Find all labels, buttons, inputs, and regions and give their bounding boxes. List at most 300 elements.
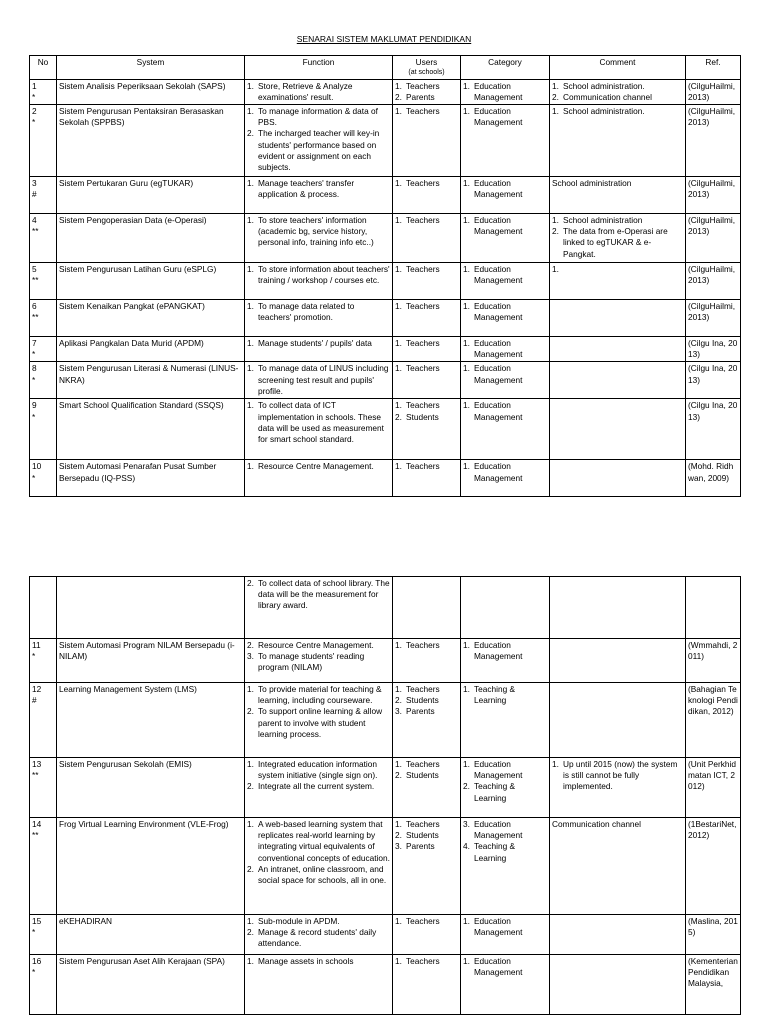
cell-comment (550, 177, 686, 214)
row-marker: ** (32, 226, 39, 237)
item-number: 1. (463, 215, 470, 225)
table-row (30, 362, 741, 399)
cell-category (461, 818, 550, 915)
cell-system: Frog Virtual Learning Environment (VLE-Frog) (57, 818, 245, 915)
cell-category (461, 577, 550, 639)
cell-comment (550, 300, 686, 337)
cell-users-list (395, 106, 458, 117)
row-marker: * (32, 374, 36, 385)
item-number: 1. (395, 363, 402, 374)
cell-comment (550, 105, 686, 177)
list-item (247, 781, 390, 792)
cell-users-list (395, 264, 458, 275)
header-users (393, 56, 461, 80)
cell-ref: (CilguHailmi, 2013) (686, 263, 741, 300)
list-item (552, 92, 683, 103)
list-item (247, 178, 390, 200)
item-text: Parents (406, 91, 435, 102)
item-text: Sub-module in APDM. (258, 916, 340, 926)
header-comment: Comment (550, 56, 686, 80)
cell-category-list (463, 819, 547, 864)
item-number: 3. (463, 819, 470, 829)
cell-function (245, 300, 393, 337)
cell-comment-list (552, 759, 683, 793)
row-marker: # (32, 189, 37, 200)
item-number: 1. (552, 80, 559, 91)
cell-users (393, 818, 461, 915)
row-number: 11 (32, 640, 41, 650)
cell-function-list (247, 215, 390, 249)
list-item (463, 81, 547, 103)
list-item (463, 819, 547, 841)
cell-ref: (1BestariNet, 2012) (686, 818, 741, 915)
row-marker: * (32, 91, 36, 102)
cell-no (30, 263, 57, 300)
list-item (463, 841, 547, 863)
list-item (247, 215, 390, 249)
cell-function-list (247, 301, 390, 323)
item-text: Education Management (474, 956, 523, 978)
list-item (463, 684, 547, 706)
cell-no (30, 818, 57, 915)
item-number: 1. (395, 106, 402, 116)
item-number: 1. (395, 684, 402, 694)
list-item (552, 81, 683, 92)
item-number: 1. (247, 759, 254, 769)
table-row (30, 177, 741, 214)
item-number: 2. (395, 411, 402, 422)
cell-no (30, 177, 57, 214)
cell-category-list (463, 363, 547, 385)
cell-users (393, 79, 461, 104)
item-number: 1. (395, 178, 402, 188)
list-item (247, 956, 390, 967)
list-item (395, 264, 458, 275)
cell-ref: (CilguHailmi, 2013) (686, 177, 741, 214)
list-item (247, 578, 390, 612)
list-item (395, 400, 458, 411)
item-number: 1. (247, 400, 254, 411)
row-marker: * (32, 117, 36, 128)
comment-text: School administration (552, 178, 632, 188)
cell-function (245, 337, 393, 362)
cell-ref: (Kementerian Pendidikan Malaysia, (686, 955, 741, 1015)
item-text: Communication channel (563, 91, 653, 102)
row-marker: * (32, 349, 36, 360)
cell-category-list (463, 956, 547, 978)
item-text: Up until 2015 (now) the system is still cannot be fully implemented. (563, 759, 678, 792)
list-item (395, 956, 458, 967)
cell-category (461, 214, 550, 263)
item-number: 2. (247, 927, 254, 938)
item-number: 1. (247, 264, 254, 274)
list-item (247, 128, 390, 173)
cell-function (245, 955, 393, 1015)
item-text: Teachers (406, 400, 440, 411)
item-text: To support online learning & allow parent to involve with student learning process. (258, 706, 383, 739)
list-item (552, 226, 683, 260)
cell-users (393, 263, 461, 300)
cell-function (245, 683, 393, 758)
item-number: 1. (395, 640, 402, 650)
cell-category (461, 683, 550, 758)
item-number: 1. (395, 759, 402, 769)
cell-ref: (Mohd. Ridhwan, 2009) (686, 460, 741, 497)
list-item (247, 927, 390, 949)
item-number: 1. (395, 956, 402, 966)
cell-users-list (395, 819, 458, 853)
list-item (463, 400, 547, 422)
table-row (30, 818, 741, 915)
item-text: School administration. (563, 80, 645, 91)
item-text: Education Management (474, 819, 523, 841)
cell-function-list (247, 956, 390, 967)
item-text: Education Management (474, 178, 523, 200)
item-text: Students (406, 695, 439, 706)
table-row (30, 639, 741, 683)
item-text: Education Management (474, 759, 523, 781)
item-number: 1. (247, 363, 254, 374)
cell-users-list (395, 640, 458, 651)
cell-category-list (463, 640, 547, 662)
cell-users-list (395, 81, 458, 103)
cell-users-list (395, 684, 458, 718)
list-item (395, 819, 458, 830)
cell-users (393, 362, 461, 399)
row-number: 13 (32, 759, 42, 769)
cell-category-list (463, 301, 547, 323)
list-item (395, 178, 458, 189)
cell-category (461, 399, 550, 460)
cell-users (393, 577, 461, 639)
cell-system: Sistem Pengurusan Sekolah (EMIS) (57, 758, 245, 818)
item-number: 2. (552, 91, 559, 102)
cell-function (245, 177, 393, 214)
list-item (463, 301, 547, 323)
table-row (30, 79, 741, 104)
cell-no (30, 214, 57, 263)
list-item (552, 106, 683, 117)
cell-users (393, 460, 461, 497)
table-row (30, 300, 741, 337)
cell-category-list (463, 338, 547, 360)
list-item (247, 461, 390, 472)
item-number: 2. (247, 706, 254, 717)
cell-ref: (CilguHailmi, 2013) (686, 79, 741, 104)
table-row (30, 460, 741, 497)
list-item (395, 706, 458, 717)
row-marker: * (32, 411, 36, 422)
list-item (247, 759, 390, 781)
cell-category-list (463, 81, 547, 103)
list-item (463, 363, 547, 385)
table-row (30, 214, 741, 263)
list-item (247, 819, 390, 864)
list-item (395, 363, 458, 374)
item-text: Teachers (406, 684, 440, 694)
cell-comment (550, 915, 686, 955)
cell-users-list (395, 461, 458, 472)
cell-category (461, 955, 550, 1015)
cell-users-list (395, 178, 458, 189)
cell-no (30, 577, 57, 639)
cell-no (30, 955, 57, 1015)
item-text: Education Management (474, 80, 523, 102)
item-text: The incharged teacher will key-in students' performance based on evident or assignment on each subjects. (258, 128, 380, 172)
item-number: 1. (247, 916, 254, 926)
item-text: To collect data of ICT implementation in schools. These data will be used as measurement for smart school standard. (258, 400, 384, 444)
cell-users (393, 758, 461, 818)
table-row (30, 577, 741, 639)
cell-comment (550, 399, 686, 460)
list-item (395, 640, 458, 651)
item-number: 2. (247, 863, 254, 874)
item-number: 1. (463, 301, 470, 311)
list-item (395, 301, 458, 312)
item-number: 1. (247, 461, 254, 472)
cell-system: Sistem Automasi Program NILAM Bersepadu (i-NILAM) (57, 639, 245, 683)
item-number: 1. (247, 215, 254, 225)
cell-users (393, 683, 461, 758)
item-number: 1. (395, 400, 402, 411)
table-row (30, 758, 741, 818)
table-row (30, 263, 741, 300)
item-number: 1. (552, 759, 559, 769)
cell-no (30, 399, 57, 460)
cell-no (30, 337, 57, 362)
cell-users (393, 105, 461, 177)
list-item (463, 461, 547, 483)
row-number: 4 (32, 215, 37, 225)
cell-category-list (463, 684, 547, 706)
cell-users (393, 177, 461, 214)
cell-no (30, 758, 57, 818)
list-item (395, 916, 458, 927)
list-item (395, 759, 458, 770)
list-item (395, 215, 458, 226)
cell-system: Learning Management System (LMS) (57, 683, 245, 758)
cell-function (245, 105, 393, 177)
cell-function-list (247, 819, 390, 886)
cell-no (30, 639, 57, 683)
item-number: 2. (552, 226, 559, 237)
cell-system: Sistem Pengurusan Literasi & Numerasi (LINUS-NKRA) (57, 362, 245, 399)
item-number: 2. (395, 830, 402, 841)
cell-system: Sistem Kenaikan Pangkat (ePANGKAT) (57, 300, 245, 337)
cell-users-list (395, 215, 458, 226)
item-number: 1. (247, 819, 254, 829)
cell-function-list (247, 640, 390, 674)
item-text: School administration. (563, 106, 645, 116)
item-number: 1. (463, 640, 470, 650)
cell-system: Sistem Pengurusan Aset Alih Kerajaan (SPA) (57, 955, 245, 1015)
cell-ref: (CilguHailmi, 2013) (686, 300, 741, 337)
cell-function-list (247, 338, 390, 349)
cell-category-list (463, 264, 547, 286)
item-text: Manage teachers' transfer application & process. (258, 178, 355, 200)
cell-comment (550, 639, 686, 683)
cell-ref (686, 577, 741, 639)
row-number: 1 (32, 80, 37, 91)
cell-category (461, 362, 550, 399)
cell-system (57, 577, 245, 639)
row-marker: * (32, 472, 36, 483)
cell-users-list (395, 400, 458, 422)
item-number: 1. (463, 684, 470, 694)
list-item (552, 264, 683, 275)
item-text: Store, Retrieve & Analyze examinations' result. (258, 80, 353, 102)
item-text: To manage information & data of PBS. (258, 106, 378, 128)
row-number: 12 (32, 684, 42, 694)
cell-category-list (463, 400, 547, 422)
item-text: Resource Centre Management. (258, 461, 374, 472)
systems-table-part-2 (29, 576, 741, 1015)
item-number: 1. (395, 461, 402, 472)
item-text: Education Management (474, 264, 523, 286)
cell-system: Sistem Automasi Penarafan Pusat Sumber Bersepadu (IQ-PSS) (57, 460, 245, 497)
item-number: 1. (395, 264, 402, 274)
cell-category (461, 105, 550, 177)
header-users-label: Users (415, 57, 438, 67)
item-text: Students (406, 411, 439, 422)
cell-function-list (247, 684, 390, 740)
cell-comment (550, 577, 686, 639)
item-number: 2. (247, 640, 254, 650)
item-text: Education Management (474, 338, 523, 360)
item-text: Teaching & Learning (474, 841, 516, 863)
cell-function (245, 639, 393, 683)
list-item (395, 830, 458, 841)
cell-users (393, 337, 461, 362)
item-text: Teachers (406, 916, 440, 926)
list-item (247, 264, 390, 286)
item-text: Manage students' / pupils' data (258, 338, 372, 348)
table-row (30, 955, 741, 1015)
item-number: 3. (247, 651, 254, 662)
cell-comment-list (552, 106, 683, 117)
cell-category-list (463, 916, 547, 938)
item-text: Teachers (406, 178, 440, 188)
item-text: Education Management (474, 215, 523, 237)
item-text: To store information about teachers' training / workshop / courses etc. (258, 264, 390, 286)
table-row (30, 337, 741, 362)
table-row (30, 915, 741, 955)
cell-category-list (463, 215, 547, 237)
list-item (247, 651, 390, 673)
row-number: 14 (32, 819, 42, 829)
list-item (395, 684, 458, 695)
cell-users (393, 915, 461, 955)
item-number: 2. (395, 91, 402, 102)
item-text: To collect data of school library. The data will be the measurement for library award. (258, 578, 390, 611)
list-item (247, 640, 390, 651)
row-number: 9 (32, 400, 37, 411)
row-marker: ** (32, 770, 39, 781)
item-text: Education Management (474, 400, 523, 422)
cell-ref: (Cilgu Ina, 2013) (686, 337, 741, 362)
cell-comment (550, 460, 686, 497)
cell-system: Aplikasi Pangkalan Data Murid (APDM) (57, 337, 245, 362)
item-number: 1. (247, 80, 254, 91)
item-text: To manage students' reading program (NILAM) (258, 651, 365, 673)
cell-comment (550, 955, 686, 1015)
item-number: 1. (395, 80, 402, 91)
list-item (463, 759, 547, 781)
item-number: 1. (247, 338, 254, 348)
item-number: 1. (247, 106, 254, 116)
item-text: Resource Centre Management. (258, 640, 374, 650)
cell-comment (550, 337, 686, 362)
list-item (463, 338, 547, 360)
item-text: Teachers (406, 338, 440, 348)
row-number: 10 (32, 461, 42, 472)
cell-comment (550, 214, 686, 263)
item-text (563, 264, 683, 275)
row-number: 16 (32, 956, 42, 966)
cell-users-list (395, 956, 458, 967)
item-text: Education Management (474, 916, 523, 938)
row-number: 8 (32, 363, 37, 374)
item-number: 1. (463, 956, 470, 966)
item-text: Education Management (474, 106, 523, 128)
row-marker: * (32, 651, 36, 662)
item-number: 2. (247, 781, 254, 792)
item-number: 3. (395, 706, 402, 717)
cell-function (245, 758, 393, 818)
item-text: Parents (406, 706, 435, 717)
item-number: 1. (395, 215, 402, 225)
cell-function (245, 399, 393, 460)
item-number: 1. (463, 178, 470, 188)
cell-ref: (Cilgu Ina, 2013) (686, 399, 741, 460)
cell-function-list (247, 178, 390, 200)
cell-no (30, 915, 57, 955)
row-marker: * (32, 967, 36, 978)
item-number: 2. (247, 578, 254, 588)
item-text: Education Management (474, 301, 523, 323)
item-text: Integrated education information system initiative (single sign on). (258, 759, 378, 781)
item-number: 1. (395, 338, 402, 348)
cell-category (461, 915, 550, 955)
item-text: Education Management (474, 461, 523, 483)
item-text: To manage data related to teachers' promotion. (258, 301, 355, 323)
row-number: 15 (32, 916, 42, 926)
cell-comment-list (552, 215, 683, 260)
header-ref: Ref. (686, 56, 741, 80)
cell-category (461, 639, 550, 683)
header-category: Category (461, 56, 550, 80)
row-marker: ** (32, 312, 39, 323)
cell-function-list (247, 916, 390, 950)
item-number: 1. (247, 178, 254, 188)
item-number: 3. (395, 841, 402, 852)
item-number: 1. (463, 80, 470, 91)
cell-ref: (Unit Perkhidmatan ICT, 2012) (686, 758, 741, 818)
item-number: 1. (552, 106, 559, 116)
item-number: 1. (463, 363, 470, 374)
cell-function (245, 263, 393, 300)
cell-category (461, 79, 550, 104)
cell-function-list (247, 264, 390, 286)
cell-users-list (395, 363, 458, 374)
item-number: 1. (395, 916, 402, 926)
item-text: Parents (406, 841, 435, 852)
item-text: Teachers (406, 106, 440, 116)
cell-ref: (CilguHailmi, 2013) (686, 105, 741, 177)
cell-function (245, 362, 393, 399)
item-text: Teachers (406, 80, 440, 91)
list-item (463, 781, 547, 803)
